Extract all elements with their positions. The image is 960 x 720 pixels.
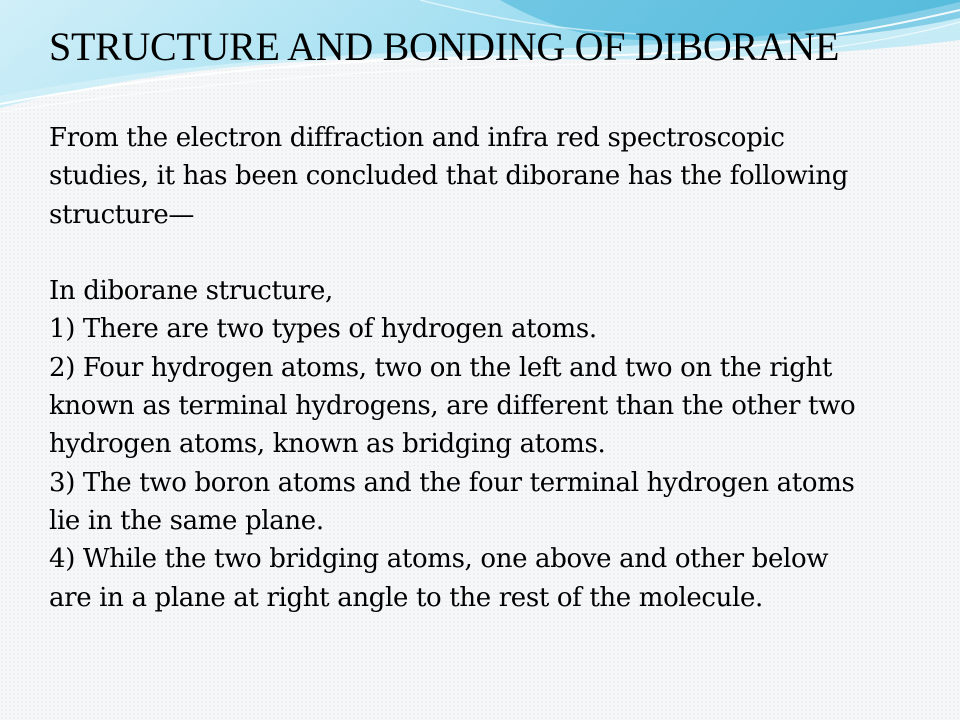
intro-line: From the electron diffraction and infra red spectroscopic	[49, 123, 785, 153]
intro-line: studies, it has been concluded that diborane has the following	[49, 161, 849, 192]
points-line: 1) There are two types of hydrogen atoms.	[49, 314, 597, 345]
points-line: 3) The two boron atoms and the four terminal hydrogen atoms	[49, 467, 855, 498]
slide-title: STRUCTURE AND BONDING OF DIBORANE	[49, 24, 840, 69]
points-line: In diborane structure,	[49, 276, 333, 307]
paragraph-gap	[49, 234, 939, 272]
points-line: 4) While the two bridging atoms, one above and other below	[49, 544, 829, 575]
points-line: are in a plane at right angle to the rest of the molecule.	[49, 582, 763, 613]
intro-line: structure—	[49, 199, 195, 230]
points-line: hydrogen atoms, known as bridging atoms.	[49, 429, 606, 460]
points-line: lie in the same plane.	[49, 505, 324, 536]
points-line: known as terminal hydrogens, are different than the other two	[49, 391, 856, 422]
points-line: 2) Four hydrogen atoms, two on the left and two on the right	[49, 352, 833, 383]
slide-body	[49, 119, 939, 617]
